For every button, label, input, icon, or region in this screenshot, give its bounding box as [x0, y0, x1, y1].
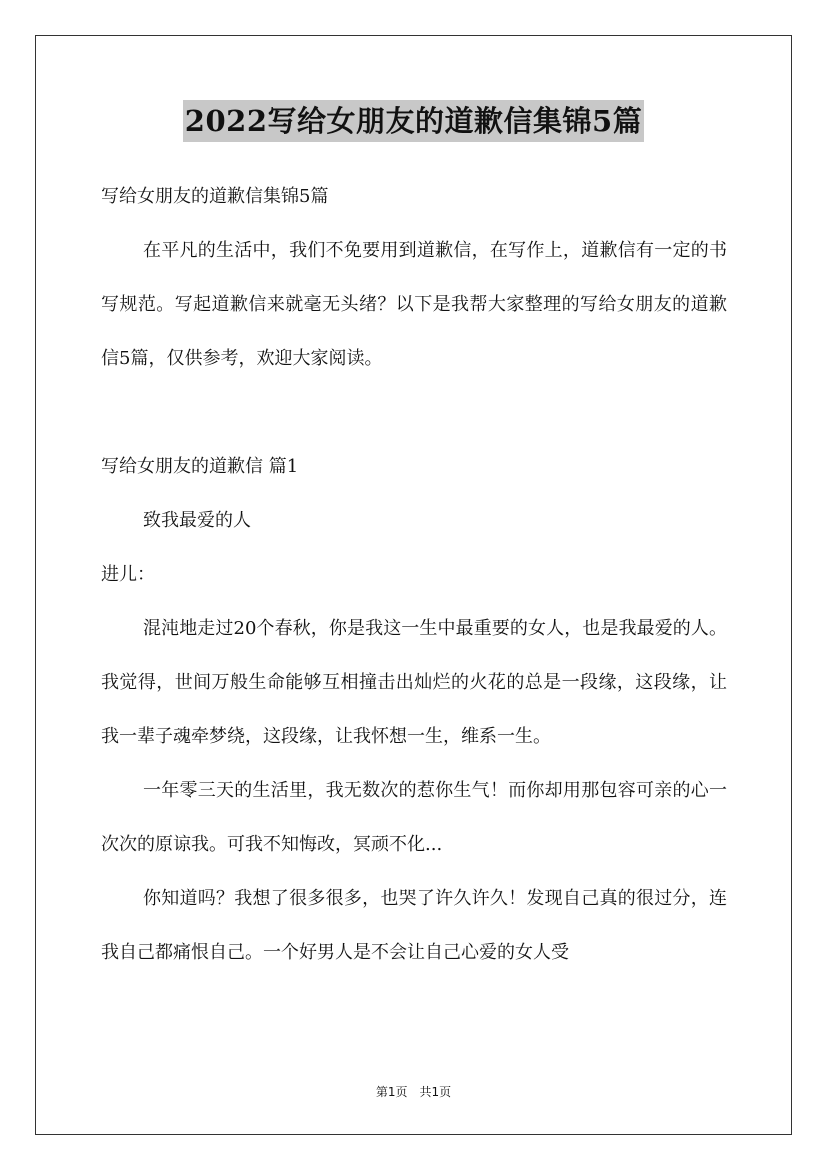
- body-paragraph: 你知道吗？我想了很多很多，也哭了许久许久！发现自己真的很过分，连我自己都痛恨自己。一个好男人是不会让自己心爱的女人受: [101, 888, 727, 963]
- body-paragraph: 混沌地走过20个春秋，你是我这一生中最重要的女人，也是我最爱的人。我觉得，世间万般生命能够互相撞击出灿烂的火花的总是一段缘，这段缘，让我一辈子魂牵梦绕，这段缘，让我怀想一生，维系一生。: [101, 618, 727, 747]
- body-paragraph: 一年零三天的生活里，我无数次的惹你生气！而你却用那包容可亲的心一次次的原谅我。可我不知悔改，冥顽不化...: [101, 780, 727, 855]
- document-body: [101, 170, 727, 980]
- intro-paragraph: 在平凡的生活中，我们不免要用到道歉信，在写作上，道歉信有一定的书写规范。写起道歉信来就毫无头绪？以下是我帮大家整理的写给女朋友的道歉信5篇，仅供参考，欢迎大家阅读。: [101, 240, 727, 369]
- section-heading: 写给女朋友的道歉信 篇1: [101, 456, 299, 477]
- page-total: 共1页: [419, 1085, 452, 1099]
- page-footer: [0, 1082, 827, 1102]
- recipient-line: 进儿：: [101, 564, 155, 585]
- page-number: 第1页: [375, 1085, 408, 1099]
- blank-line: [101, 386, 727, 440]
- document-subtitle: 写给女朋友的道歉信集锦5篇: [101, 186, 329, 207]
- title-container: [0, 100, 827, 142]
- document-title: 2022写给女朋友的道歉信集锦5篇: [183, 100, 644, 142]
- salutation: 致我最爱的人: [143, 510, 251, 531]
